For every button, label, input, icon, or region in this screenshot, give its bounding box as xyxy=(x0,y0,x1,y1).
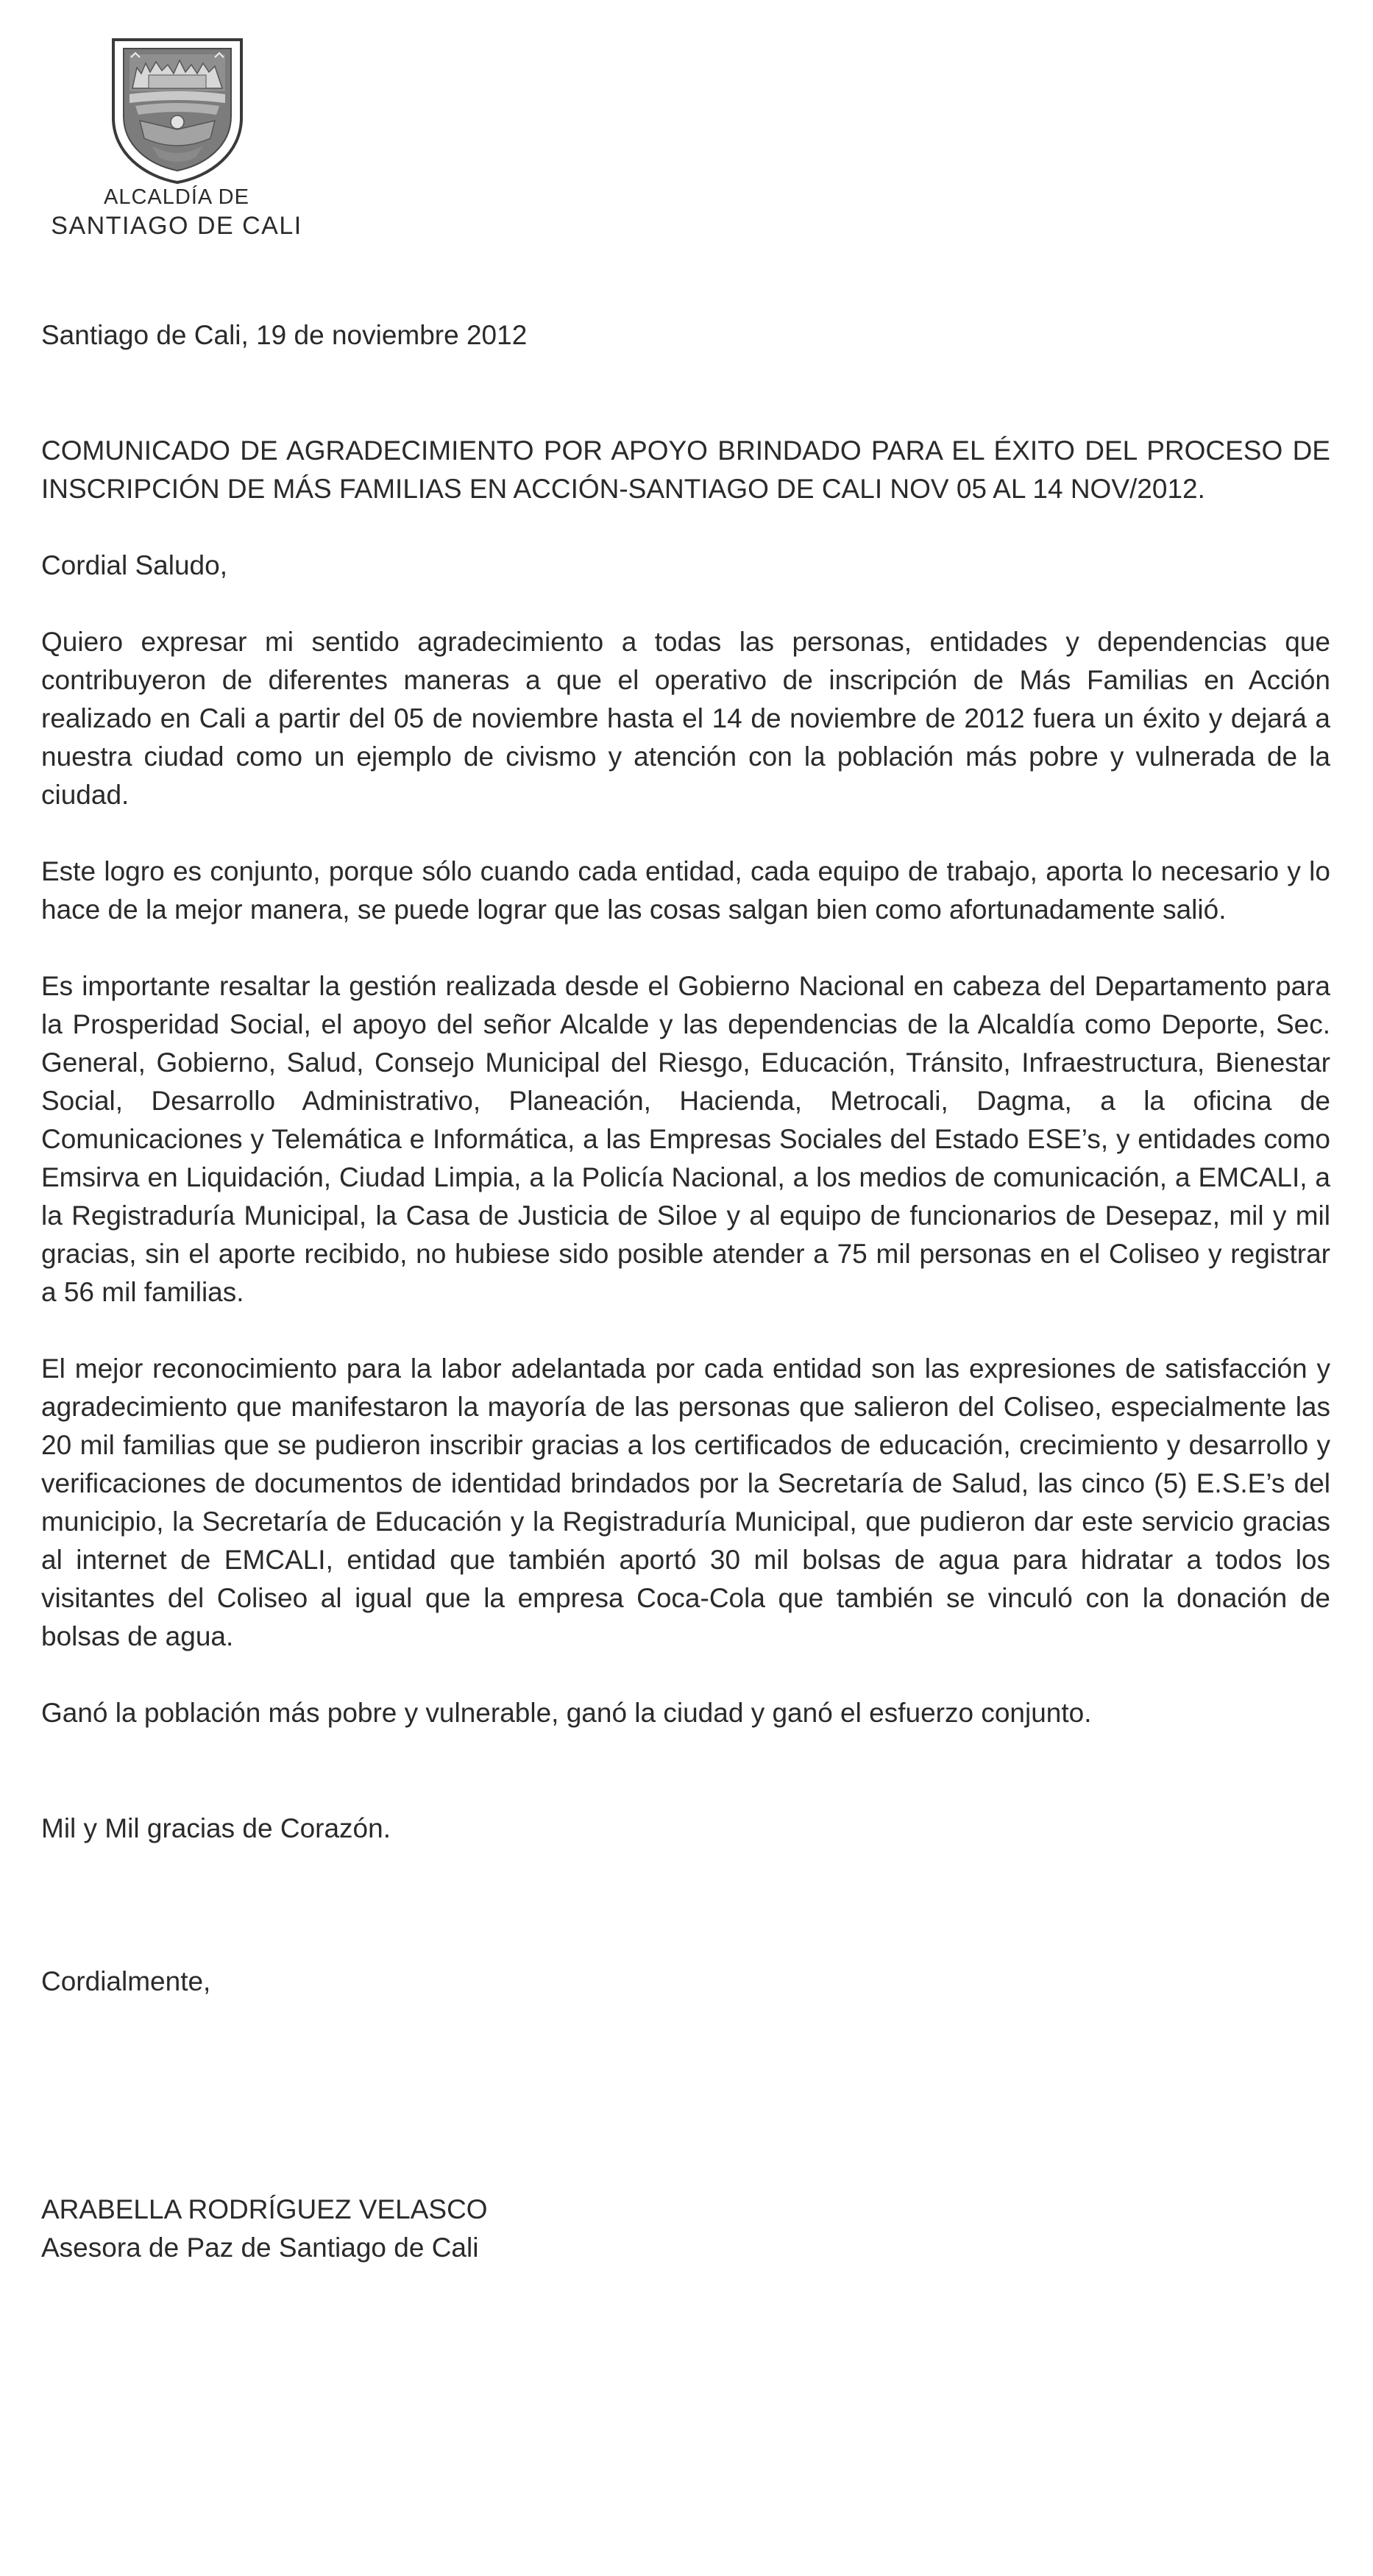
letter-date: Santiago de Cali, 19 de noviembre 2012 xyxy=(41,320,528,350)
logo-line-2: SANTIAGO DE CALI xyxy=(51,212,302,240)
letter-body xyxy=(41,316,1330,2267)
paragraph-2: Este logro es conjunto, porque sólo cuando cada entidad, cada equipo de trabajo, aporta lo necesario y lo hace de la mejor manera, se puede lograr que las cosas salgan bien como afortunadamente salió. xyxy=(41,856,1330,925)
logo-line-1: ALCALDÍA DE xyxy=(104,185,249,209)
coat-of-arms-icon xyxy=(107,35,247,186)
paragraph-3: Es importante resaltar la gestión realizada desde el Gobierno Nacional en cabeza del Departamento para la Prosperidad Social, el apoyo del señor Alcalde y las dependencias de la Alcaldía como Deporte, Sec. General, Gobierno, Salud, Consejo Municipal del Riesgo, Educación, Tránsito, Infraestructura, Bienestar Social, Desarrollo Administrativo, Planeación, Hacienda, Metrocali, Dagma, a la oficina de Comunicaciones y Telemática e Informática, a las Empresas Sociales del Estado ESE’s, y entidades como Emsirva en Liquidación, Ciudad Limpia, a la Policía Nacional, a los medios de comunicación, a EMCALI, a la Registraduría Municipal, la Casa de Justicia de Siloe y al equipo de funcionarios de Desepaz, mil y mil gracias, sin el aporte recibido, no hubiese sido posible atender a 75 mil personas en el Coliseo y registrar a 56 mil familias. xyxy=(41,971,1330,1307)
letter-greeting: Cordial Saludo, xyxy=(41,550,227,580)
letter-closing: Cordialmente, xyxy=(41,1966,211,1996)
letter-subject: COMUNICADO DE AGRADECIMIENTO POR APOYO BRINDADO PARA EL ÉXITO DEL PROCESO DE INSCRIPCIÓN DE MÁS FAMILIAS EN ACCIÓN-SANTIAGO DE CALI NOV 05 AL 14 NOV/2012. xyxy=(41,435,1330,504)
paragraph-5: Ganó la población más pobre y vulnerable, ganó la ciudad y ganó el esfuerzo conjunto. xyxy=(41,1698,1092,1728)
paragraph-4: El mejor reconocimiento para la labor adelantada por cada entidad son las expresiones de satisfacción y agradecimiento que manifestaron la mayoría de las personas que salieron del Coliseo, especialmente las 20 mil familias que se pudieron inscribir gracias a los certificados de educación, crecimiento y desarrollo y verificaciones de documentos de identidad brindados por la Secretaría de Salud, las cinco (5) E.S.E’s del municipio, la Secretaría de Educación y la Registraduría Municipal, que pudieron dar este servicio gracias al internet de EMCALI, entidad que también aportó 30 mil bolsas de agua para hidratar a todos los visitantes del Coliseo al igual que la empresa Coca-Cola que también se vinculó con la donación de bolsas de agua. xyxy=(41,1353,1330,1651)
letterhead-logo xyxy=(29,29,338,250)
paragraph-1: Quiero expresar mi sentido agradecimiento a todas las personas, entidades y dependencias que contribuyeron de diferentes maneras a que el operativo de inscripción de Más Familias en Acción realizado en Cali a partir del 05 de noviembre hasta el 14 de noviembre de 2012 fuera un éxito y dejará a nuestra ciudad como un ejemplo de civismo y atención con la población más pobre y vulnerada de la ciudad. xyxy=(41,627,1330,810)
signer-title: Asesora de Paz de Santiago de Cali xyxy=(41,2232,479,2263)
letter-thanks: Mil y Mil gracias de Corazón. xyxy=(41,1813,391,1843)
signer-name: ARABELLA RODRÍGUEZ VELASCO xyxy=(41,2194,488,2224)
